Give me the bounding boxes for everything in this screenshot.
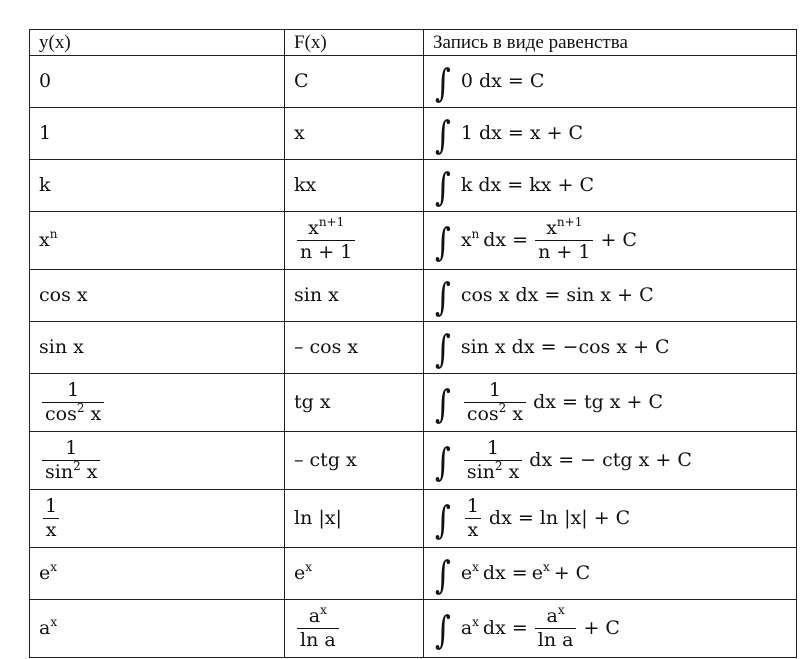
cell-y [30, 374, 285, 432]
cell-y: $x^n$ [30, 212, 285, 270]
header-equation: Запись в виде равенства [424, 30, 797, 56]
fraction: $\frac{1}{\sin^2 x}$ [42, 439, 100, 482]
fraction: $\frac{1}{\cos^2 x}$ [42, 381, 104, 424]
cell-f [285, 212, 424, 270]
fraction: $\frac{x^{n+1}}{n + 1}$ [535, 219, 593, 262]
cell-y: k [30, 160, 285, 212]
cell-y: cos x [30, 270, 285, 322]
table-row [30, 270, 797, 322]
fraction: $\frac{1}{\sin^2 x}$ [464, 439, 522, 482]
fraction: $\frac{1}{\cos^2 x}$ [464, 381, 526, 424]
cell-equation: ∫ sin x dx = −cos x + C [424, 322, 797, 374]
cell-f: tg x [285, 374, 424, 432]
cell-f: C [285, 56, 424, 108]
cell-y: $e^x$ [30, 548, 285, 600]
cell-y: 1 [30, 108, 285, 160]
cell-f: x [285, 108, 424, 160]
table-row [30, 432, 797, 490]
header-row [30, 30, 797, 56]
table-row [30, 600, 797, 658]
cell-equation: ∫ $x^n$ dx = $\frac{x^{n+1}}{n + 1}$ + C [424, 212, 797, 270]
cell-equation: ∫ $\frac{1}{\cos^2 x}$ dx = tg x + C [424, 374, 797, 432]
cell-y: sin x [30, 322, 285, 374]
cell-f: $e^x$ [285, 548, 424, 600]
integral-icon: ∫ [434, 219, 451, 264]
cell-y [30, 490, 285, 548]
integral-icon: ∫ [434, 326, 451, 371]
fraction: $\frac{a^x}{\text{ln a}}$ [535, 607, 577, 650]
cell-equation: ∫ $a^x$ dx = $\frac{a^x}{\text{ln a}}$ + C [424, 600, 797, 658]
cell-f: ln |x| [285, 490, 424, 548]
table-row [30, 56, 797, 108]
cell-equation: ∫ 1 dx = x + C [424, 108, 797, 160]
header-y: y(x) [30, 30, 285, 56]
cell-y: 0 [30, 56, 285, 108]
integral-icon: ∫ [434, 497, 451, 542]
fraction: $\frac{1}{x}$ [464, 497, 482, 540]
table-row [30, 160, 797, 212]
cell-f: – cos x [285, 322, 424, 374]
cell-equation: ∫ $\frac{1}{x}$ dx = ln |x| + C [424, 490, 797, 548]
cell-equation: ∫ cos x dx = sin x + C [424, 270, 797, 322]
integral-icon: ∫ [434, 552, 451, 597]
table-row [30, 548, 797, 600]
cell-f [285, 600, 424, 658]
cell-y: $a^x$ [30, 600, 285, 658]
table-row [30, 322, 797, 374]
fraction: $\frac{a^x}{\text{ln a}}$ [297, 607, 339, 650]
integral-icon: ∫ [434, 274, 451, 319]
integral-icon: ∫ [434, 381, 451, 426]
integral-icon: ∫ [434, 164, 451, 209]
cell-equation: ∫ $e^x$ dx = $e^x$ + C [424, 548, 797, 600]
fraction: $\frac{1}{x}$ [42, 497, 60, 540]
cell-equation: ∫ 0 dx = C [424, 56, 797, 108]
cell-equation: ∫ k dx = kx + C [424, 160, 797, 212]
fraction: $\frac{x^{n+1}}{n + 1}$ [297, 219, 355, 262]
table-row [30, 374, 797, 432]
table-row [30, 108, 797, 160]
integral-table [29, 29, 797, 658]
table-row [30, 212, 797, 270]
integral-icon: ∫ [434, 60, 451, 105]
cell-equation: ∫ $\frac{1}{\sin^2 x}$ dx = − ctg x + C [424, 432, 797, 490]
table-row [30, 490, 797, 548]
integral-icon: ∫ [434, 439, 451, 484]
cell-f: kx [285, 160, 424, 212]
header-f: F(x) [285, 30, 424, 56]
integral-icon: ∫ [434, 607, 451, 652]
cell-f: – ctg x [285, 432, 424, 490]
integral-icon: ∫ [434, 112, 451, 157]
cell-f: sin x [285, 270, 424, 322]
cell-y [30, 432, 285, 490]
